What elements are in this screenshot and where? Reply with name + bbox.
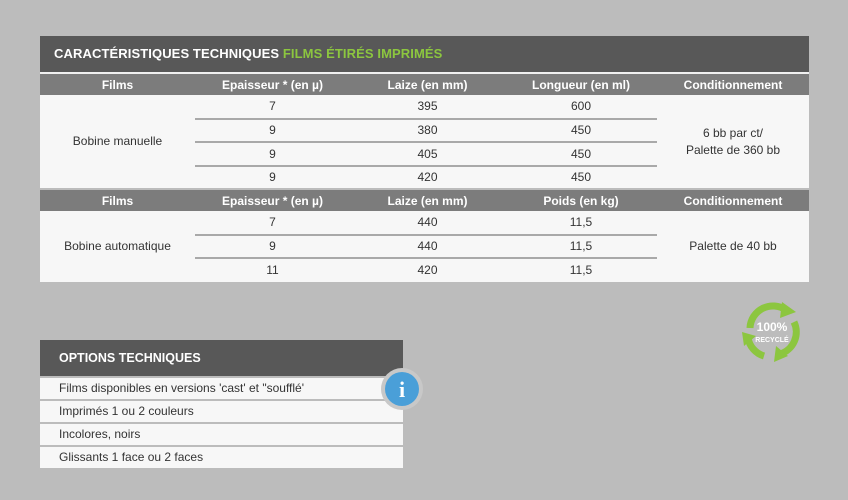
thickness-cell: 11 — [195, 258, 350, 282]
options-title: OPTIONS TECHNIQUES — [40, 340, 403, 376]
table-row — [40, 95, 809, 119]
header-thickness: Epaisseur * (en µ) — [195, 189, 350, 211]
length-cell: 450 — [505, 119, 657, 143]
header-films: Films — [40, 73, 195, 95]
header-width: Laize (en mm) — [350, 189, 505, 211]
automatic-header-row — [40, 189, 809, 211]
width-cell: 405 — [350, 142, 505, 166]
film-type-manual: Bobine manuelle — [72, 134, 163, 148]
thickness-cell: 9 — [195, 235, 350, 259]
header-films: Films — [40, 189, 195, 211]
weight-cell: 11,5 — [505, 258, 657, 282]
specs-title-accent: FILMS ÉTIRÉS IMPRIMÉS — [282, 46, 443, 61]
length-cell: 600 — [505, 95, 657, 119]
width-cell: 440 — [350, 235, 505, 259]
header-width: Laize (en mm) — [350, 73, 505, 95]
packaging-manual-line2: Palette de 360 bb — [685, 142, 781, 157]
film-type-automatic: Bobine automatique — [64, 238, 171, 253]
packaging-manual-line1: 6 bb par ct/ — [702, 125, 764, 140]
length-cell: 450 — [505, 142, 657, 166]
header-weight: Poids (en kg) — [505, 189, 657, 211]
list-item: Glissants 1 face ou 2 faces — [40, 447, 403, 468]
specs-title-main: CARACTÉRISTIQUES TECHNIQUES — [54, 46, 280, 61]
length-cell: 450 — [505, 166, 657, 190]
width-cell: 420 — [350, 166, 505, 190]
info-glyph: i — [398, 377, 406, 402]
recycle-percent: 100% — [756, 320, 788, 334]
packaging-automatic: Palette de 40 bb — [689, 238, 777, 253]
recycle-icon — [736, 298, 808, 366]
weight-cell: 11,5 — [505, 211, 657, 235]
thickness-cell: 9 — [195, 119, 350, 143]
width-cell: 420 — [350, 258, 505, 282]
header-packaging: Conditionnement — [657, 189, 809, 211]
table-row — [40, 211, 809, 235]
thickness-cell: 9 — [195, 166, 350, 190]
thickness-cell: 7 — [195, 211, 350, 235]
header-length: Longueur (en ml) — [505, 73, 657, 95]
options-panel — [40, 340, 406, 468]
width-cell: 395 — [350, 95, 505, 119]
info-icon[interactable] — [380, 367, 424, 411]
specs-title — [40, 36, 809, 72]
header-thickness: Epaisseur * (en µ) — [195, 73, 350, 95]
weight-cell: 11,5 — [505, 235, 657, 259]
recycle-label: RECYCLÉ — [755, 337, 789, 344]
specs-panel — [40, 36, 809, 282]
list-item: Films disponibles en versions 'cast' et "soufflé' — [40, 378, 403, 399]
list-item: Incolores, noirs — [40, 424, 403, 445]
width-cell: 440 — [350, 211, 505, 235]
packaging-manual — [657, 95, 809, 189]
manual-header-row — [40, 73, 809, 95]
specs-table — [40, 72, 809, 282]
width-cell: 380 — [350, 119, 505, 143]
header-packaging: Conditionnement — [657, 73, 809, 95]
list-item: Imprimés 1 ou 2 couleurs — [40, 401, 403, 422]
thickness-cell: 9 — [195, 142, 350, 166]
thickness-cell: 7 — [195, 95, 350, 119]
